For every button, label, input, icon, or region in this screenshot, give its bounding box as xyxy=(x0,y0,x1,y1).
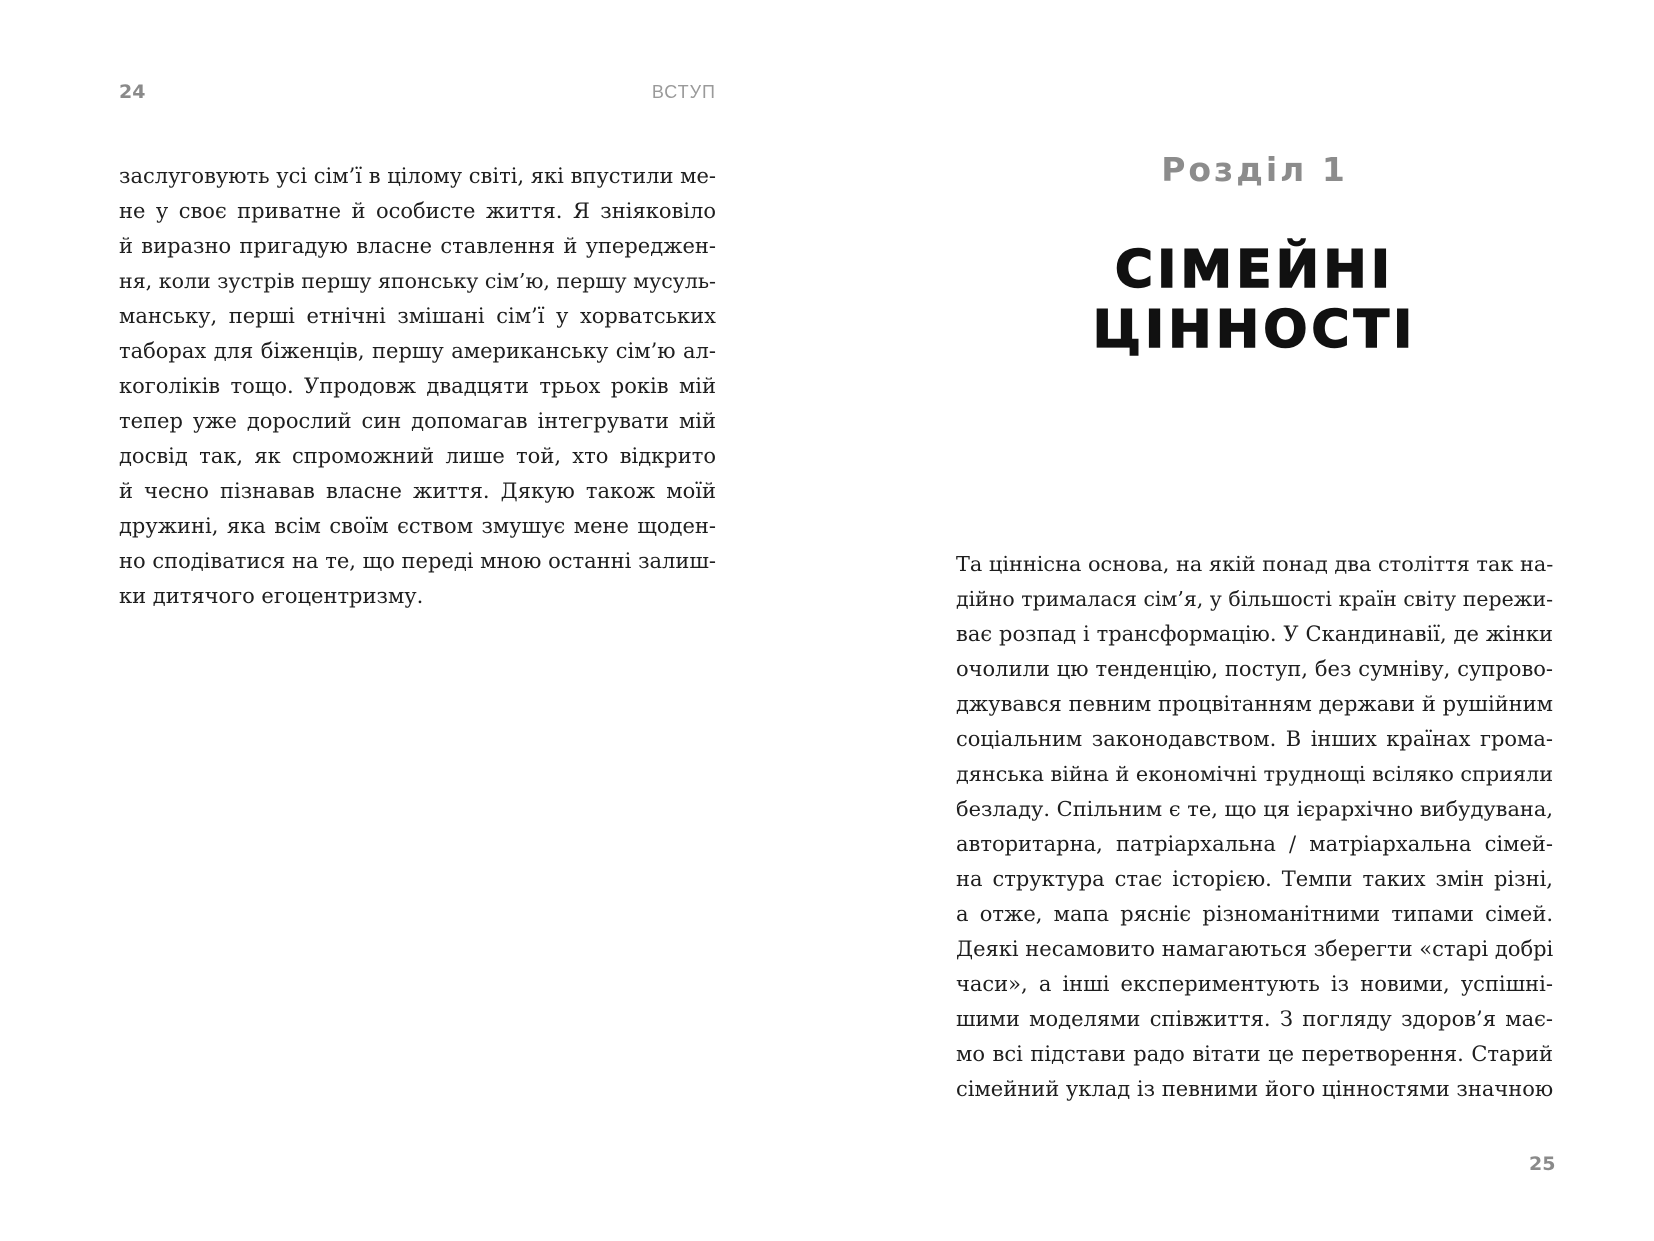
text-line: очолили цю тенденцію, поступ, без сумніву, супрово- xyxy=(956,657,1553,681)
text-line: шими моделями співжиття. З погляду здоров’я має- xyxy=(956,1007,1553,1031)
page-number-right: 25 xyxy=(1529,1153,1556,1175)
text-line: Деякі несамовито намагаються зберегти «старі добрі xyxy=(956,937,1554,961)
text-line: коголіків тощо. Упродовж двадцяти трьох років мій xyxy=(119,374,716,398)
text-line: а отже, мапа рясніє різноманітними типами сімей. xyxy=(956,902,1553,926)
text-line: й чесно пізнавав власне життя. Дякую також моїй xyxy=(119,479,716,503)
text-line: манську, перші етнічні змішані сім’ї у хорватських xyxy=(119,304,716,328)
text-line: тепер уже дорослий син допомагав інтегрувати мій xyxy=(119,409,716,433)
text-line: досвід так, як спроможний лише той, хто відкрито xyxy=(119,444,716,468)
text-line: ває розпад і трансформацію. У Скандинавії, де жінки xyxy=(956,622,1553,646)
text-line: ки дитячого егоцентризму. xyxy=(119,584,424,608)
text-line: мо всі підстави радо вітати це перетворення. Старий xyxy=(956,1042,1553,1066)
text-line: часи», а інші експериментують із новими, успішні- xyxy=(956,972,1553,996)
text-line: таборах для біженців, першу американську сім’ю ал- xyxy=(119,339,716,363)
text-line: сімейний уклад із певними його цінностями значною xyxy=(956,1077,1554,1101)
text-line: заслуговують усі сім’ї в цілому світі, які впустили ме- xyxy=(119,164,716,188)
running-head: ВСТУП xyxy=(651,82,716,102)
text-line: безладу. Спільним є те, що ця ієрархічно вибудувана, xyxy=(956,797,1553,821)
chapter-label: Розділ 1 xyxy=(1161,150,1348,189)
right-body-text xyxy=(956,547,1553,1107)
text-line: ня, коли зустрів першу японську сім’ю, першу мусуль- xyxy=(119,269,716,293)
text-line: Та ціннісна основа, на якій понад два століття так на- xyxy=(956,552,1554,576)
text-line: на структура стає історією. Темпи таких змін різні, xyxy=(956,867,1553,891)
left-body-text xyxy=(119,159,716,614)
chapter-title: СІМЕЙНІ ЦІННОСТІ xyxy=(1092,240,1417,360)
page-number-left: 24 xyxy=(119,81,146,103)
text-line: авторитарна, патріархальна / матріархальна сімей- xyxy=(956,832,1553,856)
text-line: дружині, яка всім своїм єством змушує мене щоден- xyxy=(119,514,716,538)
text-line: джувався певним процвітанням держави й рушійним xyxy=(956,692,1553,716)
text-line: но сподіватися на те, що переді мною останні залиш- xyxy=(119,549,716,573)
text-line: дянська війна й економічні труднощі всіляко сприяли xyxy=(956,762,1554,786)
text-line: не у своє приватне й особисте життя. Я зніяковіло xyxy=(119,199,716,223)
text-line: й виразно пригадую власне ставлення й упереджен- xyxy=(119,234,716,258)
text-line: дійно трималася сім’я, у більшості країн світу пережи- xyxy=(956,587,1553,611)
text-line: соціальним законодавством. В інших країнах грома- xyxy=(956,727,1553,751)
